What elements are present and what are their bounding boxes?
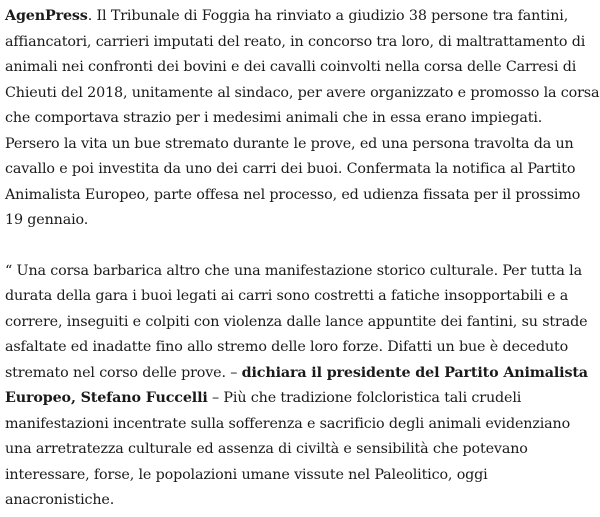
quote-attribution: dichiara il presidente del Partito Animalista Europeo, Stefano Fuccelli [5, 364, 588, 406]
paragraph-quote [5, 259, 600, 514]
paragraph-intro [5, 4, 600, 234]
source-name: AgenPress [5, 8, 88, 24]
paragraph-intro-text: . Il Tribunale di Foggia ha rinviato a giudizio 38 persone tra fantini, affiancatori, carrieri imputati del reato, in concorso tra loro, di maltrattamento di animali nei confronti dei bovini e dei cavalli coinvolti nella corsa delle Carresi di Chieuti del 2018, unitamente al sindaco, per avere organizzato e promosso la corsa che comportava strazio per i medesimi animali che in essa erano impiegati. Persero la vita un bue stremato durante le prove, ed una persona travolta da un cavallo e poi investita da uno dei carri dei buoi. Confermata la notifica al Partito Animalista Europeo, parte offesa nel processo, ed udienza fissata per il prossimo 19 gennaio. [5, 8, 600, 228]
quote-text-after: – Più che tradizione folcloristica tali crudeli manifestazioni incentrate sulla sofferenza e sacrificio degli animali evidenziano una arretratezza culturale ed assenza di civiltà e sensibilità che potevano interessare, forse, le popolazioni umane vissute nel Paleolitico, oggi anacronistiche. [5, 390, 571, 508]
quote-text-before: “ Una corsa barbarica altro che una manifestazione storico culturale. Per tutta la durata della gara i buoi legati ai carri sono costretti a fatiche insopportabili e a correre, inseguiti e colpiti con violenza dalle lance appuntite dei fantini, su strade asfaltate ed inadatte fino allo stremo delle loro forze. Difatti un bue è deceduto stremato nel corso delle prove. – [5, 262, 588, 381]
